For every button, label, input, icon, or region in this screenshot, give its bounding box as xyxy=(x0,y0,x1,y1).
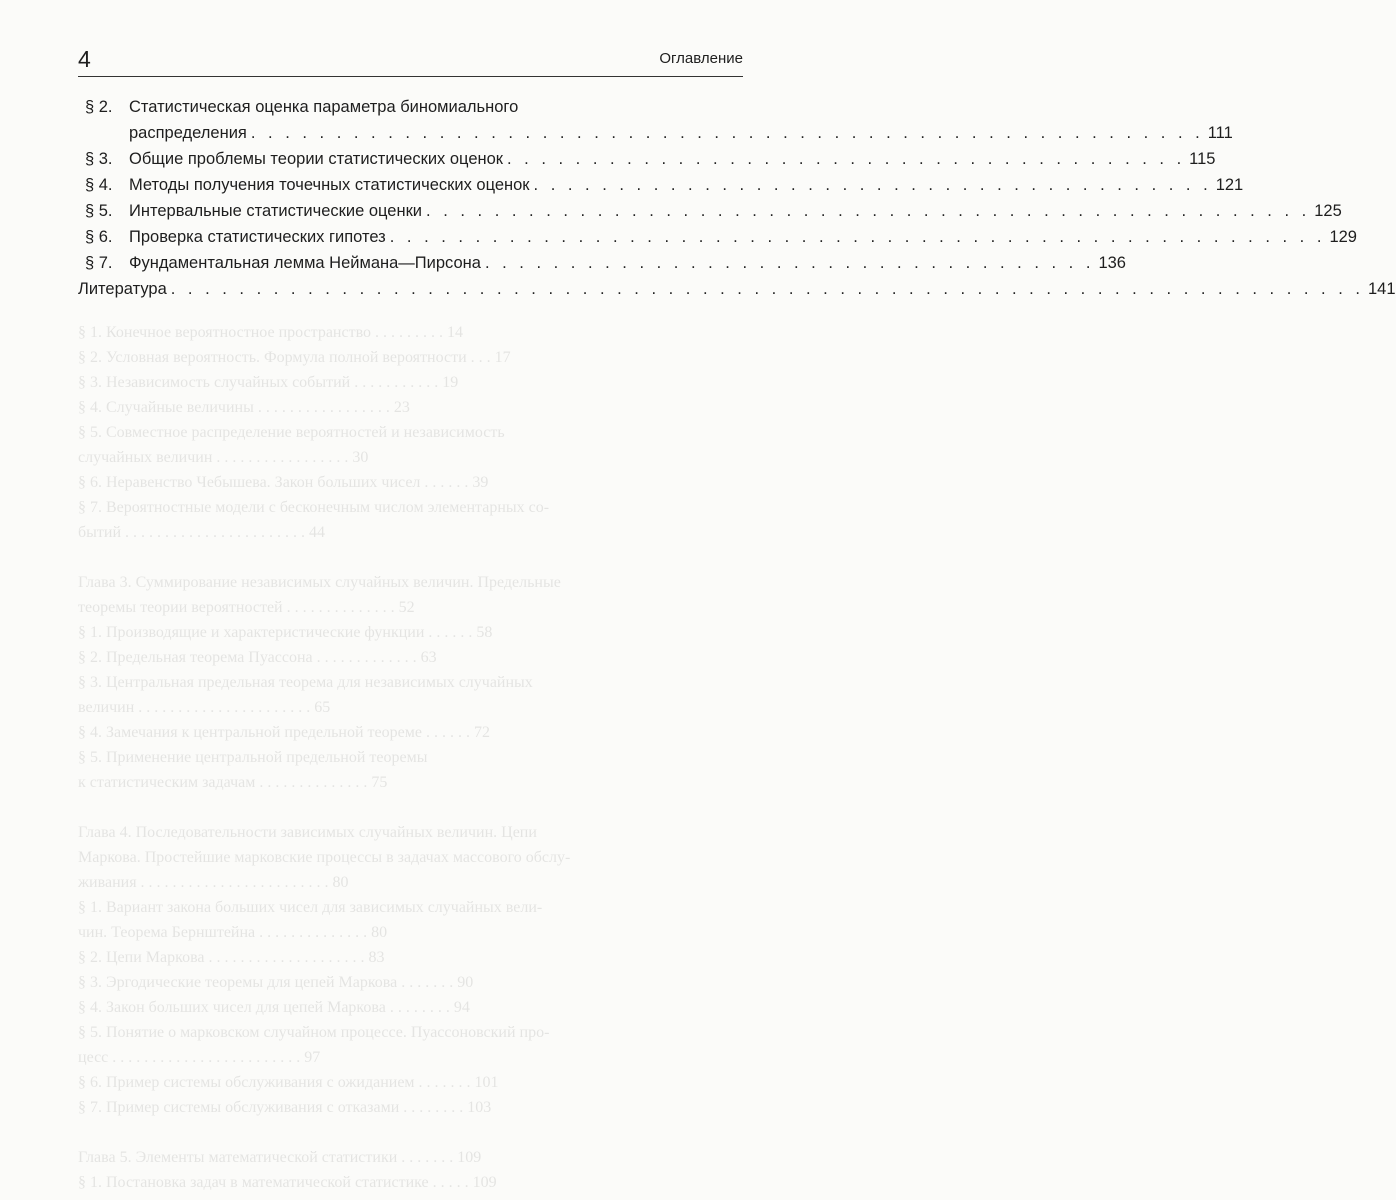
bleed-through-line: Глава 5. Элементы математической статистики . . . . . . . 109 xyxy=(78,1149,482,1166)
toc-section-title: Фундаментальная лемма Неймана—Пирсона xyxy=(129,254,481,272)
toc-leader-dots: . . . . . . . . . . . . . . . . . . . . . . . . . . . . . . . . . . . . . . . . xyxy=(533,176,1212,194)
bleed-through-line: § 3. Эргодические теоремы для цепей Маркова . . . . . . . 90 xyxy=(78,974,474,991)
bleed-through-line: § 5. Совместное распределение вероятностей и независимость xyxy=(78,424,505,441)
bleed-through-line: § 3. Независимость случайных событий . . . . . . . . . . . 19 xyxy=(78,374,459,391)
bleed-through-line: § 4. Случайные величины . . . . . . . . . . . . . . . . . 23 xyxy=(78,399,410,416)
bleed-through-line: Глава 4. Последовательности зависимых случайных величин. Цепи xyxy=(78,824,537,841)
toc-entry-section-4[interactable] xyxy=(78,172,1244,198)
bleed-through-line: § 3. Центральная предельная теорема для независимых случайных xyxy=(78,674,533,691)
toc-section-title: Общие проблемы теории статистических оценок xyxy=(129,150,503,168)
toc-leader-dots: . . . . . . . . . . . . . . . . . . . . . . . . . . . . . . . . . . . . . . . . . . . . . . . . . . . . xyxy=(426,202,1311,220)
toc-section-number: § 3. xyxy=(85,150,113,168)
bleed-through-line: § 4. Закон больших чисел для цепей Маркова . . . . . . . . 94 xyxy=(78,999,470,1016)
toc-section-number: § 6. xyxy=(85,228,113,246)
toc-page-number: 121 xyxy=(1215,176,1244,194)
toc-leader-dots: . . . . . . . . . . . . . . . . . . . . . . . . . . . . . . . . . . . . . . . . . . . . . . . . . . . . . . . xyxy=(389,228,1326,246)
toc-leader-dots: . . . . . . . . . . . . . . . . . . . . . . . . . . . . . . . . . . . . . . . . . . . . . . . . . . . . . . . . . . . . . . . . . . . . . . xyxy=(170,280,1364,298)
toc-section-number: § 5. xyxy=(85,202,113,220)
bleed-through-line: Маркова. Простейшие марковские процессы в задачах массового обслу- xyxy=(78,849,571,866)
toc-page-number: 129 xyxy=(1329,228,1357,246)
bleed-through-line: § 2. Предельная теорема Пуассона . . . . . . . . . . . . . 63 xyxy=(78,649,437,666)
toc-section-title: Статистическая оценка параметра биномиального xyxy=(129,98,519,116)
toc-section-title: Методы получения точечных статистических оценок xyxy=(129,176,530,194)
bleed-through-line: § 1. Конечное вероятностное пространство . . . . . . . . . 14 xyxy=(78,324,464,341)
toc-section-number: § 4. xyxy=(85,176,113,194)
toc-entry-section-2[interactable] xyxy=(78,94,1233,146)
toc-section-title: Интервальные статистические оценки xyxy=(129,202,423,220)
bleed-through-line: § 4. Замечания к центральной предельной теореме . . . . . . 72 xyxy=(78,724,490,741)
header-rule xyxy=(78,76,743,77)
bleed-through-line: § 7. Пример системы обслуживания с отказами . . . . . . . . 103 xyxy=(78,1099,492,1116)
bleed-through-line: величин . . . . . . . . . . . . . . . . . . . . . . 65 xyxy=(78,699,331,716)
toc-page-number: 115 xyxy=(1189,150,1216,168)
toc-page-number: 111 xyxy=(1207,124,1233,142)
table-of-contents xyxy=(78,94,1396,302)
bleed-through-line: § 2. Цепи Маркова . . . . . . . . . . . . . . . . . . . . 83 xyxy=(78,949,385,966)
toc-entry-section-6[interactable] xyxy=(78,224,1357,250)
toc-page-number: 141 xyxy=(1367,280,1396,298)
bleed-through-line xyxy=(78,795,743,820)
bleed-through-line: § 2. Условная вероятность. Формула полной вероятности . . . 17 xyxy=(78,349,511,366)
page-header xyxy=(78,44,743,78)
toc-literature-title: Литература xyxy=(78,280,167,298)
toc-section-title: Проверка статистических гипотез xyxy=(129,228,386,246)
toc-entry-section-5[interactable] xyxy=(78,198,1342,224)
bleed-through-line xyxy=(78,1120,743,1145)
bleed-through-line: живания . . . . . . . . . . . . . . . . . . . . . . . . 80 xyxy=(78,874,349,891)
running-title: Оглавление xyxy=(659,50,743,67)
bleed-through-line: § 1. Производящие и характеристические функции . . . . . . 58 xyxy=(78,624,493,641)
toc-entry-section-3[interactable] xyxy=(78,146,1216,172)
toc-page-number: 136 xyxy=(1098,254,1126,272)
toc-section-title-continued: распределения xyxy=(129,124,247,142)
toc-leader-dots: . . . . . . . . . . . . . . . . . . . . . . . . . . . . . . . . . . . . . . . . . . . . . . . . . . . . . . . . xyxy=(250,124,1204,142)
bleed-through-line: Глава 3. Суммирование независимых случайных величин. Предельные xyxy=(78,574,561,591)
toc-entry-section-7[interactable] xyxy=(78,250,1126,276)
bleed-through-line: § 6. Неравенство Чебышева. Закон больших чисел . . . . . . 39 xyxy=(78,474,489,491)
toc-entry-literature[interactable] xyxy=(78,276,1396,302)
bleed-through-text xyxy=(78,320,743,1191)
toc-leader-dots: . . . . . . . . . . . . . . . . . . . . . . . . . . . . . . . . . . . . . . . . xyxy=(507,150,1186,168)
bleed-through-line: цесс . . . . . . . . . . . . . . . . . . . . . . . . 97 xyxy=(78,1049,321,1066)
toc-leader-dots: . . . . . . . . . . . . . . . . . . . . . . . . . . . . . . . . . . . . xyxy=(484,254,1095,272)
page-number: 4 xyxy=(78,46,91,72)
toc-page-number: 125 xyxy=(1314,202,1342,220)
bleed-through-line: чин. Теорема Бернштейна . . . . . . . . . . . . . . 80 xyxy=(78,924,388,941)
bleed-through-line: к статистическим задачам . . . . . . . . . . . . . . 75 xyxy=(78,774,388,791)
bleed-through-line: бытий . . . . . . . . . . . . . . . . . . . . . . . 44 xyxy=(78,524,326,541)
toc-section-number: § 2. xyxy=(85,98,113,116)
bleed-through-line: теоремы теории вероятностей . . . . . . . . . . . . . . 52 xyxy=(78,599,415,616)
bleed-through-line: § 5. Понятие о марковском случайном процессе. Пуассоновский про- xyxy=(78,1024,550,1041)
bleed-through-line xyxy=(78,545,743,570)
bleed-through-line: случайных величин . . . . . . . . . . . . . . . . . 30 xyxy=(78,449,369,466)
bleed-through-line: § 1. Вариант закона больших чисел для зависимых случайных вели- xyxy=(78,899,543,916)
bleed-through-line: § 1. Постановка задач в математической статистике . . . . . 109 xyxy=(78,1174,497,1191)
bleed-through-line: § 7. Вероятностные модели с бесконечным числом элементарных со- xyxy=(78,499,550,516)
toc-section-number: § 7. xyxy=(85,254,113,272)
bleed-through-line: § 6. Пример системы обслуживания с ожиданием . . . . . . . 101 xyxy=(78,1074,499,1091)
bleed-through-line: § 5. Применение центральной предельной теоремы xyxy=(78,749,428,766)
